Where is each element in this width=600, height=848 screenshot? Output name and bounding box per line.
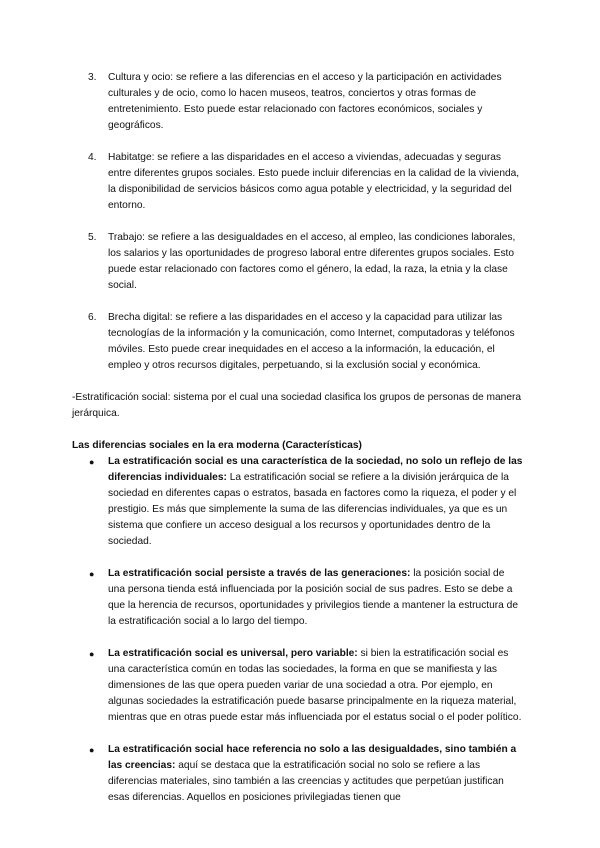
bullet-icon: ●: [89, 745, 95, 755]
list-item-text: Habitatge: se refiere a las disparidades en el acceso a viviendas, adecuadas y seguras entre diferentes grupos sociales. Esto puede incluir diferencias en la calidad de la vivienda, la disponibilidad de servicios básicos como agua potable y electricidad, y la seguridad del entorno.: [108, 152, 520, 211]
bullet-text: La estratificación social se refiere a la división jerárquica de la sociedad en diferentes capas o estratos, basada en factores como la riqueza, el poder y el prestigio. Es más que simplemente la suma de las diferencias individuales, ya que es un sistema que confiere un acceso desigual a los recursos y oportunidades dentro de la sociedad.: [108, 472, 517, 547]
bullet-icon: ●: [89, 649, 95, 659]
bullet-text: la posición social de una persona tienda está influenciada por la posición social de sus padres. Esto se debe a que la herencia de recursos, oportunidades y privilegios tiende a mantener la estructura de la estratificación social a lo largo del tiempo.: [108, 568, 519, 627]
list-number: 5.: [88, 232, 97, 243]
bullet-item: [89, 742, 524, 806]
section-title: Las diferencias sociales en la era moderna (Características): [72, 440, 362, 451]
bullet-heading: La estratificación social es una característica de la sociedad, no solo un reflejo de las diferencias individuales:: [108, 456, 523, 483]
list-item-text: Brecha digital: se refiere a las disparidades en el acceso y la capacidad para utilizar las tecnologías de la información y la comunicación, como Internet, computadoras y teléfonos móviles. Esto puede crear inequidades en el acceso a la información, la educación, el empleo y otros recursos digitales, perpetuando, si la exclusión social y económica.: [108, 312, 515, 371]
list-item-text: Cultura y ocio: se refiere a las diferencias en el acceso y la participación en actividades culturales y de ocio, como lo hacen museos, teatros, conciertos y otras formas de entretenimiento. Esto puede estar relacionado con factores económicos, sociales y geográficos.: [108, 72, 502, 131]
bullet-icon: ●: [89, 457, 95, 467]
bullet-icon: ●: [89, 569, 95, 579]
list-item-text: Trabajo: se refiere a las desigualdades en el acceso, al empleo, las condiciones laborales, los salarios y las oportunidades de progreso laboral entre diferentes grupos sociales. Esto puede estar relacionado con factores como el género, la edad, la raza, la etnia y la clase social.: [108, 232, 516, 291]
bullet-heading: La estratificación social es universal, pero variable:: [108, 648, 358, 659]
bullet-text: aquí se destaca que la estratificación social no solo se refiere a las diferencias materiales, sino también a las creencias y actitudes que perpetúan justifican esas diferencias. Aquellos en posiciones privilegiadas tienen que: [108, 760, 504, 803]
list-item: [88, 150, 524, 214]
list-item: [88, 70, 524, 134]
list-number: 6.: [88, 312, 97, 323]
bullet-list: [0, 454, 600, 806]
list-item: [88, 310, 524, 374]
numbered-list: [0, 70, 600, 374]
definition-paragraph: -Estratificación social: sistema por el cual una sociedad clasifica los grupos de personas de manera jerárquica.: [72, 392, 522, 419]
list-item: [88, 230, 524, 294]
document-content: [0, 70, 600, 822]
bullet-item: [89, 646, 524, 726]
bullet-item: [89, 454, 524, 550]
bullet-heading: La estratificación social persiste a través de las generaciones:: [108, 568, 411, 579]
bullet-heading: La estratificación social hace referencia no solo a las desigualdades, sino también a las creencias:: [108, 744, 517, 771]
list-number: 3.: [88, 72, 97, 83]
list-number: 4.: [88, 152, 97, 163]
bullet-text: si bien la estratificación social es una característica común en todas las sociedades, la forma en que se manifiesta y las dimensiones de las que opera pueden variar de una sociedad a otra. Por ejemplo, en algunas sociedades la estratificación puede basarse principalmente en la riqueza material, mientras que en otras puede estar más influenciada por el estatus social o el poder político.: [108, 648, 522, 723]
bullet-item: [89, 566, 524, 630]
